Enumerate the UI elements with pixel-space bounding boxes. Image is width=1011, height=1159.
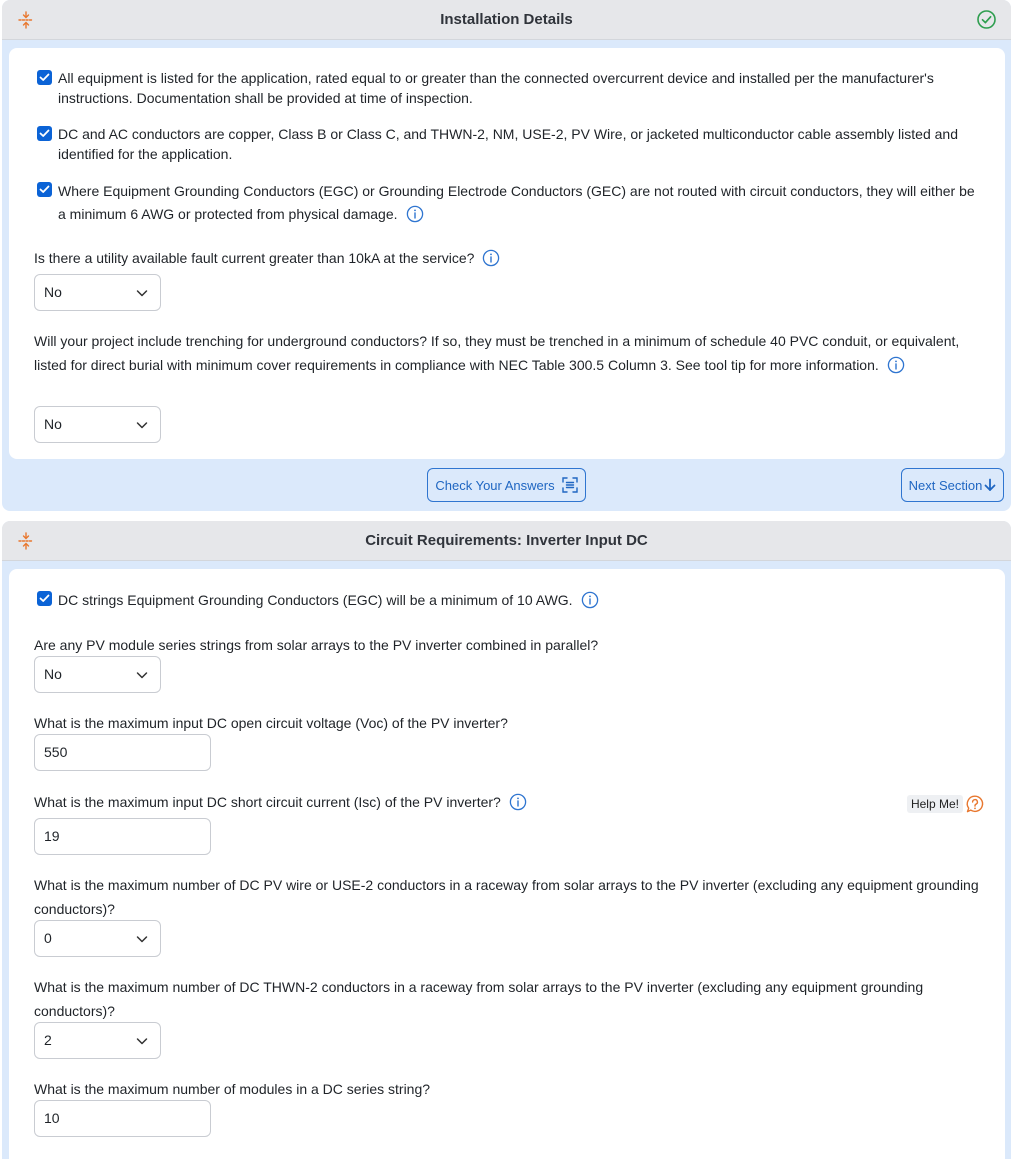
voc-input[interactable]: 550 [34, 734, 211, 771]
thwn-count-select[interactable]: 2 [34, 1022, 161, 1059]
info-icon[interactable] [482, 249, 500, 267]
parallel-strings-select[interactable]: No [34, 656, 161, 693]
checkbox-row [37, 180, 982, 226]
isc-input[interactable]: 19 [34, 818, 211, 855]
chevron-down-icon [136, 420, 148, 430]
checkbox-label: Where Equipment Grounding Conductors (EGC) or Grounding Electrode Conductors (GEC) are not routed with circuit conductors, they will either be a minimum 6 AWG or protected from physical damage. [58, 183, 975, 222]
question-label: What is the maximum input DC short circuit current (Isc) of the PV inverter? [34, 790, 984, 814]
info-icon[interactable] [406, 205, 424, 223]
info-icon[interactable] [509, 793, 527, 811]
question-label: What is the maximum input DC open circuit voltage (Voc) of the PV inverter? [34, 715, 508, 731]
checkbox-label: DC strings Equipment Grounding Conductors (EGC) will be a minimum of 10 AWG. [58, 592, 573, 608]
check-answers-button[interactable]: Check Your Answers [427, 468, 586, 502]
checkbox-row [37, 68, 982, 108]
trenching-select[interactable]: No [34, 406, 161, 443]
checkbox-row [37, 589, 982, 611]
info-icon[interactable] [581, 591, 599, 609]
inverter-input-dc-section [2, 521, 1011, 1159]
check-circle-icon [976, 9, 997, 30]
chevron-down-icon [136, 934, 148, 944]
fault-current-select[interactable]: No [34, 274, 161, 311]
installation-details-section [2, 0, 1011, 511]
question-label: What is the maximum number of DC PV wire or USE-2 conductors in a raceway from solar arrays to the PV inverter (excluding any equipment grounding conductors)? [34, 877, 979, 917]
question-label: What is the maximum number of DC THWN-2 conductors in a raceway from solar arrays to the PV inverter (excluding any equipment grounding conductors)? [34, 979, 924, 1019]
section-card [9, 48, 1005, 459]
checkbox-checked[interactable] [37, 591, 52, 606]
chevron-down-icon [136, 288, 148, 298]
scan-icon [562, 477, 578, 493]
question-label: Will your project include trenching for underground conductors? If so, they must be trenched in a minimum of schedule 40 PVC conduit, or equivalent, listed for direct burial with minimum cover requirements in compliance with NEC Table 300.5 Column 3. See tool tip for more information. [34, 333, 960, 373]
check-icon [39, 73, 50, 82]
info-icon[interactable] [887, 356, 905, 374]
check-icon [39, 129, 50, 138]
help-me-button[interactable]: Help Me! [907, 793, 985, 815]
section-card [9, 569, 1005, 1159]
section-header[interactable] [2, 0, 1011, 40]
checkbox-checked[interactable] [37, 182, 52, 197]
section-title: Circuit Requirements: Inverter Input DC [365, 532, 648, 549]
question-label: Are any PV module series strings from solar arrays to the PV inverter combined in parallel? [34, 637, 599, 653]
checkbox-checked[interactable] [37, 126, 52, 141]
help-bubble-icon [965, 794, 985, 814]
section-title: Installation Details [440, 11, 573, 28]
pv-wire-count-select[interactable]: 0 [34, 920, 161, 957]
question-label: What is the maximum number of modules in a DC series string? [34, 1081, 431, 1097]
checkbox-label: DC and AC conductors are copper, Class B or Class C, and THWN-2, NM, USE-2, PV Wire, or jacketed multiconductor cable assembly listed and identified for the application. [58, 126, 958, 162]
next-section-button[interactable]: Next Section [901, 468, 1004, 502]
check-icon [39, 185, 50, 194]
arrow-down-icon [984, 478, 996, 492]
modules-per-string-input[interactable]: 10 [34, 1100, 211, 1137]
section-header[interactable] [2, 521, 1011, 561]
chevron-down-icon [136, 1036, 148, 1046]
checkbox-checked[interactable] [37, 70, 52, 85]
checkbox-label: All equipment is listed for the application, rated equal to or greater than the connected overcurrent device and installed per the manufacturer's instructions. Documentation shall be provided at time of inspection. [58, 70, 934, 106]
checkbox-row [37, 124, 982, 164]
check-icon [39, 594, 50, 603]
question-label: Is there a utility available fault current greater than 10kA at the service? [34, 246, 984, 270]
chevron-down-icon [136, 670, 148, 680]
